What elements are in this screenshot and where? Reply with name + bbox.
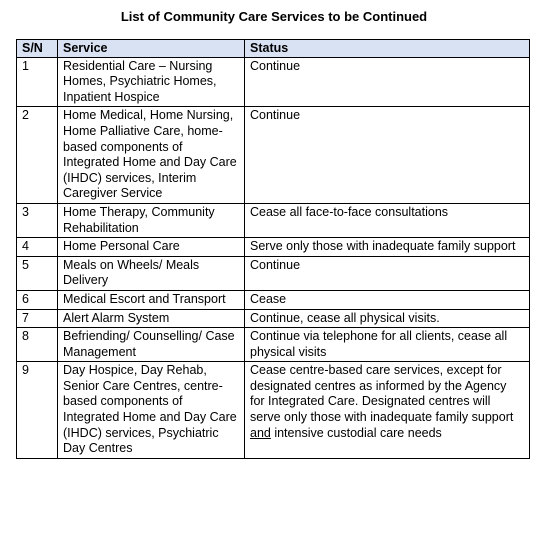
- table-header: [17, 40, 530, 58]
- status-text: Cease centre-based care services, except for designated centres as informed by the Agency for Integrated Care. Designated centres will serve only those with inadequate family support: [250, 363, 514, 425]
- cell-status: Continue, cease all physical visits.: [245, 309, 530, 328]
- cell-sn: 8: [17, 328, 58, 362]
- cell-service: Day Hospice, Day Rehab, Senior Care Centres, centre-based components of Integrated Home and Day Care (IHDC) services, Psychiatric Day Centres: [58, 362, 245, 459]
- table-row: [17, 107, 530, 204]
- status-text: intensive custodial care needs: [270, 425, 442, 440]
- table-row: [17, 328, 530, 362]
- table-row: [17, 309, 530, 328]
- header-row: [17, 40, 530, 58]
- table-row: [17, 290, 530, 309]
- header-sn: S/N: [17, 40, 58, 58]
- cell-status: Cease all face-to-face consultations: [245, 203, 530, 237]
- cell-sn: 1: [17, 57, 58, 107]
- cell-service: Medical Escort and Transport: [58, 290, 245, 309]
- cell-service: Home Therapy, Community Rehabilitation: [58, 203, 245, 237]
- table-row: [17, 57, 530, 107]
- table-row: [17, 362, 530, 459]
- cell-service: Residential Care – Nursing Homes, Psychiatric Homes, Inpatient Hospice: [58, 57, 245, 107]
- cell-service: Befriending/ Counselling/ Case Management: [58, 328, 245, 362]
- cell-status: Continue via telephone for all clients, cease all physical visits: [245, 328, 530, 362]
- cell-sn: 5: [17, 256, 58, 290]
- header-status: Status: [245, 40, 530, 58]
- cell-sn: 4: [17, 238, 58, 257]
- header-service: Service: [58, 40, 245, 58]
- cell-service: Meals on Wheels/ Meals Delivery: [58, 256, 245, 290]
- cell-status: Cease: [245, 290, 530, 309]
- cell-status: Continue: [245, 107, 530, 204]
- table-row: [17, 203, 530, 237]
- cell-sn: 3: [17, 203, 58, 237]
- cell-sn: 7: [17, 309, 58, 328]
- status-underlined-text: and: [250, 425, 271, 440]
- cell-sn: 6: [17, 290, 58, 309]
- table-row: [17, 238, 530, 257]
- cell-service: Home Medical, Home Nursing, Home Palliative Care, home-based components of Integrated Home and Day Care (IHDC) services, Interim Caregiver Service: [58, 107, 245, 204]
- document-title: List of Community Care Services to be Continued: [120, 9, 428, 24]
- cell-status: [245, 362, 530, 459]
- cell-status: Continue: [245, 256, 530, 290]
- cell-service: Home Personal Care: [58, 238, 245, 257]
- cell-sn: 2: [17, 107, 58, 204]
- cell-status: Continue: [245, 57, 530, 107]
- cell-status: Serve only those with inadequate family support: [245, 238, 530, 257]
- cell-sn: 9: [17, 362, 58, 459]
- cell-service: Alert Alarm System: [58, 309, 245, 328]
- services-table: [16, 39, 530, 459]
- table-row: [17, 256, 530, 290]
- table-body: [17, 57, 530, 458]
